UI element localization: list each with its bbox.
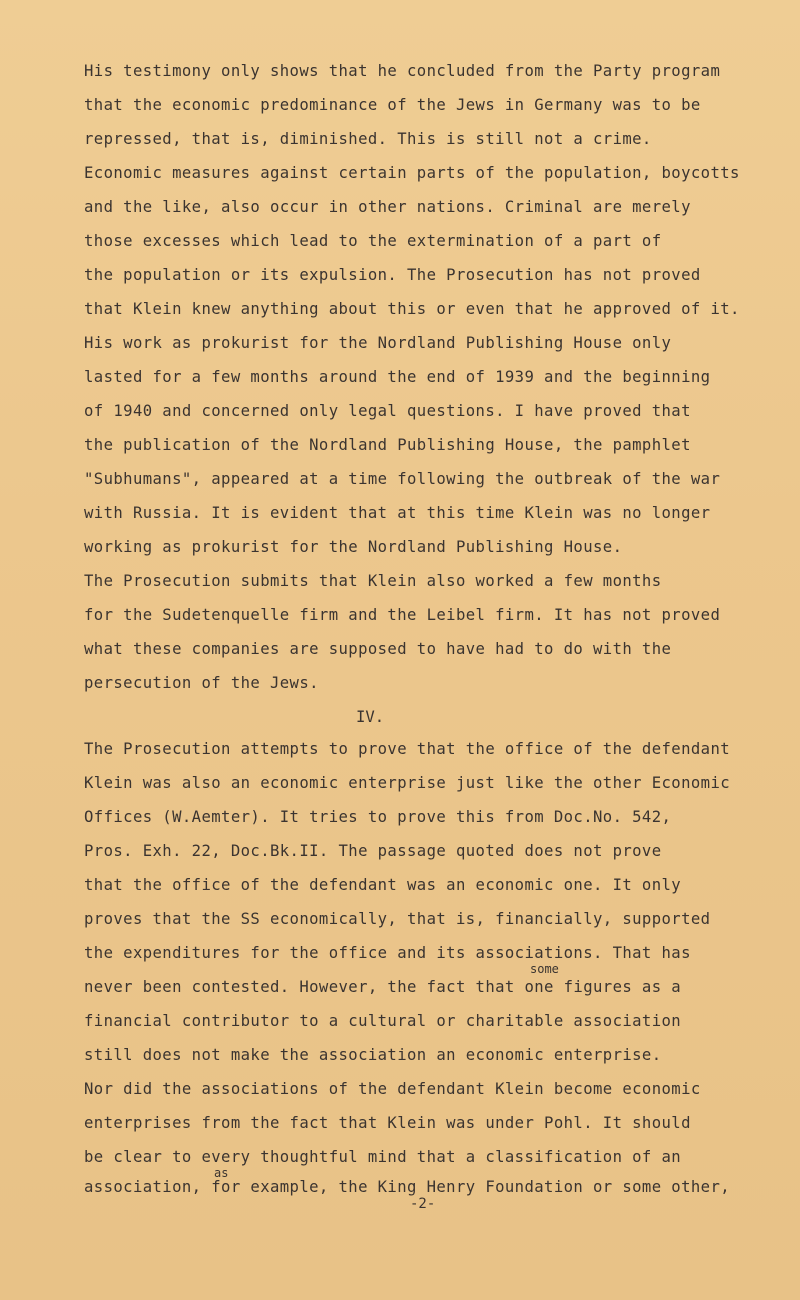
text-line: enterprises from the fact that Klein was under Pohl. It should bbox=[84, 1114, 691, 1132]
text-line: repressed, that is, diminished. This is still not a crime. bbox=[84, 130, 652, 148]
text-line: be clear to every thoughtful mind that a classification of an bbox=[84, 1148, 682, 1166]
page-number: -2- bbox=[410, 1196, 436, 1212]
text-line: with Russia. It is evident that at this time Klein was no longer bbox=[84, 504, 711, 522]
text-line: Offices (W.Aemter). It tries to prove this from Doc.No. 542, bbox=[84, 808, 672, 826]
text-line: association, for example, the King Henry Foundation or some other, bbox=[84, 1178, 731, 1196]
text-line: the publication of the Nordland Publishing House, the pamphlet bbox=[84, 436, 691, 454]
text-line: and the like, also occur in other nations. Criminal are merely bbox=[84, 198, 691, 216]
section-heading: IV. bbox=[356, 708, 385, 726]
text-line: His testimony only shows that he concluded from the Party program bbox=[84, 62, 721, 80]
text-line: that the economic predominance of the Jews in Germany was to be bbox=[84, 96, 701, 114]
text-line: of 1940 and concerned only legal questions. I have proved that bbox=[84, 402, 691, 420]
text-line: those excesses which lead to the extermination of a part of bbox=[84, 232, 662, 250]
text-line: never been contested. However, the fact that one figures as a bbox=[84, 978, 682, 996]
text-line: that the office of the defendant was an economic one. It only bbox=[84, 876, 682, 894]
text-line: The Prosecution submits that Klein also worked a few months bbox=[84, 572, 662, 590]
text-line: His work as prokurist for the Nordland Publishing House only bbox=[84, 334, 672, 352]
text-line: what these companies are supposed to have had to do with the bbox=[84, 640, 672, 658]
text-line: working as prokurist for the Nordland Publishing House. bbox=[84, 538, 623, 556]
text-line: The Prosecution attempts to prove that the office of the defendant bbox=[84, 740, 731, 758]
text-line: the population or its expulsion. The Prosecution has not proved bbox=[84, 266, 701, 284]
interlinear-insert: as bbox=[214, 1166, 229, 1180]
text-line: for the Sudetenquelle firm and the Leibel firm. It has not proved bbox=[84, 606, 721, 624]
text-line: Pros. Exh. 22, Doc.Bk.II. The passage quoted does not prove bbox=[84, 842, 662, 860]
text-line: the expenditures for the office and its associations. That has bbox=[84, 944, 691, 962]
text-line: proves that the SS economically, that is, financially, supported bbox=[84, 910, 711, 928]
text-line: persecution of the Jews. bbox=[84, 674, 319, 692]
text-line: lasted for a few months around the end of 1939 and the beginning bbox=[84, 368, 711, 386]
text-line: Klein was also an economic enterprise just like the other Economic bbox=[84, 774, 731, 792]
text-line: Nor did the associations of the defendant Klein become economic bbox=[84, 1080, 701, 1098]
text-line: Economic measures against certain parts of the population, boycotts bbox=[84, 164, 740, 182]
text-line: "Subhumans", appeared at a time following the outbreak of the war bbox=[84, 470, 721, 488]
text-line: still does not make the association an economic enterprise. bbox=[84, 1046, 662, 1064]
text-line: that Klein knew anything about this or even that he approved of it. bbox=[84, 300, 740, 318]
interlinear-insert: some bbox=[530, 962, 559, 976]
text-line: financial contributor to a cultural or charitable association bbox=[84, 1012, 682, 1030]
